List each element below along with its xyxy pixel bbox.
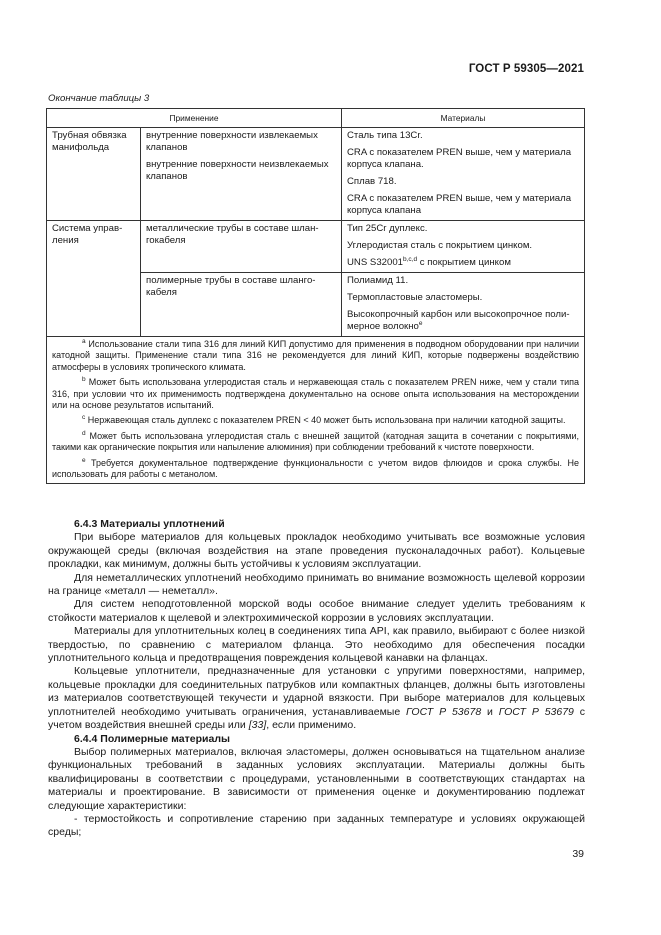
reference-link: ГОСТ Р 53679 [498,705,574,718]
application-item: металлические трубы в составе шлангокабеля [146,223,319,246]
materials-cell [342,128,585,221]
application-item: полимерные трубы в составе шлангокабеля [146,275,316,298]
paragraph: Кольцевые уплотнители, предназначенные для установки с упругими поверхностями, например, кольцевые прокладки для соединительных патрубков или компактных фланцев, должны быть изготовлены из материалов соответствующей текучести и ударной вязкости. При выборе материалов для кольцевых уплотнителей необходимо учитывать ограничения, устанавливаемые ГОСТ Р 53678 и ГОСТ Р 53679 с учетом воздействия внешней среды или [33], если применимо. [48,665,586,732]
application-cell [141,128,342,221]
footnote-ref: b,c,d [403,256,418,263]
reference-link: ГОСТ Р 53678 [406,705,482,718]
paragraph: Для неметаллических уплотнений необходимо принимать во внимание возможность щелевой коррозии на границе «металл — неметалл». [48,571,585,598]
header-materials: Материалы [342,109,585,128]
material-item: Термопластовые эластомеры. [347,292,483,303]
material-item: Тип 25Cr дуплекс. [347,223,428,234]
application-item: внутренние поверхности неизвлекаемых клапанов [146,159,329,182]
material-item: Углеродистая сталь с покрытием цинком. [347,240,533,251]
footnotes-cell [47,337,585,484]
footnote: $^b$ Может быть использована углеродистая сталь и нержавеющая сталь с показателем PREN ниже, чем у стали типа 316, при условии что их применимость подтверждена документально на основе опыта использования на месторождении или на основе результатов испытаний. [52,376,579,411]
material-item: Сталь типа 13Cr. [347,130,423,141]
group-control-system: Система управления [47,221,141,337]
table-row [47,221,585,273]
material-item: Полиамид 11. [347,275,409,286]
material-item: Сплав 718. [347,176,397,187]
material-item: Высокопрочный карбон или высокопрочное полимерное волокно$^e$ [347,309,570,332]
group-manifold: Трубная обвязка манифольда [47,128,141,221]
application-cell [141,221,342,273]
footnote: $^a$ Использование стали типа 316 для линий КИП допустимо для применения в подводном оборудовании при наличии катодной защиты. Применение стали типа 316 не рекомендуется для линий КИП, которые подвержены воздействию атмосферы в условиях тропического климата. [52,338,579,372]
paragraph: Выбор полимерных материалов, включая эластомеры, должен основываться на тщательном анализе функциональных требований в заданных условиях эксплуатации. Материалы должны быть квалифицированы в соответствии с процедурами, установленными в соответствующих стандартах на материалы и проектирование. В зависимости от применения оценке и документированию подлежат следующие характеристики: [48,745,585,812]
table-caption: Окончание таблицы 3 [48,93,150,104]
paragraph: Для систем неподготовленной морской воды особое внимание следует уделить требованиям к стойкости материалов к щелевой и электрохимической коррозии в условиях эксплуатации. [48,598,585,624]
table-header-row [47,109,585,128]
footnote: $^c$ Нержавеющая сталь дуплекс с показателем PREN < 40 может быть использована при наличии катодной защиты. [82,414,566,426]
material-item: CRA с показателем PREN выше, чем у материала корпуса клапана. [347,147,572,170]
paragraph: При выборе материалов для кольцевых прокладок необходимо учитывать все возможные условия окружающей среды (включая воздействия на этапе проведения пусконаладочных работ). Кольцевые прокладки, как минимум, должны быть устойчивы к условиям эксплуатации. [48,531,585,571]
list-item: - термостойкость и сопротивление старению при заданных температуре и условиях окружающей среды; [48,812,585,839]
material-item: UNS S32001$^{b,c,d}$ с покрытием цинком [347,256,511,268]
body-text [48,518,585,840]
paragraph: Материалы для уплотнительных колец в соединениях типа API, как правило, выбирают с более низкой твердостью, по сравнению с материалом фланца. Это необходимо для обеспечения посадки уплотнительного кольца и предотвращения повреждения кольцевой канавки на фланцах. [48,625,585,665]
footnote-ref: e [418,320,423,327]
materials-cell [342,273,585,337]
materials-cell [342,221,585,273]
section-heading: 6.4.4 Полимерные материалы [74,732,230,745]
application-cell [141,273,342,337]
footnotes-row [47,337,585,484]
footnote: $^e$ Требуется документальное подтверждение функциональности с учетом видов флюидов и срока службы. Не использовать для работы с метанолом. [52,456,579,480]
footnote: $^d$ Может быть использована углеродистая сталь с внешней защитой (катодная защита в сочетании с покрытиями, такими как органические покрытия или напыление алюминия) при соблюдении требований к чистоте поверхности. [52,429,579,453]
reference-link: [33] [248,719,267,732]
table-row [47,128,585,221]
page-number: 39 [572,848,584,860]
header-application: Применение [47,109,342,128]
section-heading: 6.4.3 Материалы уплотнений [74,518,225,530]
application-item: внутренние поверхности извлекаемых клапанов [146,130,318,153]
standard-designation: ГОСТ Р 59305—2021 [468,63,584,75]
material-item: CRA с показателем PREN выше, чем у материала корпуса клапана [347,193,572,216]
materials-table [46,108,585,484]
